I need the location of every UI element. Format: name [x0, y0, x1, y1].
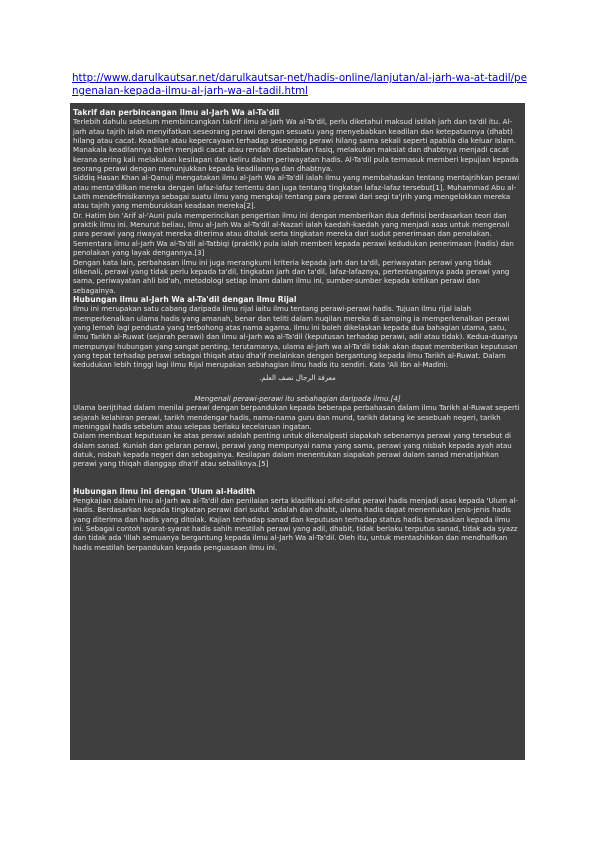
section-heading-ulum-al-hadith: Hubungan ilmu ini dengan 'Ulum al-Hadith	[73, 486, 256, 496]
paragraph: Dengan kata lain, perbahasan ilmu ini juga merangkumi kriteria kepada jarh dan ta'dil, periwayatan perawi yang tidak dikenali, perawi yang tidak perlu kepada ta'dil, tingkatan jarh dan ta'dil, lafaz-lafaznya, pertentangannya pada perawi yang sama, periwayatan ahli bid'ah, metodologi setiap imam dalam ilmu ini, sumber-sumber kepada kritikan perawi dan sebagainya.	[73, 257, 510, 295]
paragraph: Terlebih dahulu sebelum membincangkan takrif ilmu al-Jarh Wa al-Ta'dil, perlu diketahui maksud istilah jarh dan ta'dil itu. Al-jarh atau tajrih ialah menyifatkan seseorang perawi dengan sesuatu yang menyebabkan keadilan dan ketepatannya (dhabt) hilang atau cacat. Keadilan atau kepercayaan terhadap seseorang perawi hilang sama sekali seperti apabila dia keluar Islam. Manakala keadilannya boleh menjadi cacat atau rendah disebabkan fasiq, melakukan maksiat dan dhabtnya menjadi cacat kerana sering kali melakukan kesilapan dan keliru dalam periwayatan hadis. Al-Ta'dil pula termasuk memberi kepujian kepada seorang perawi dengan menunjukkan kepada keadilannya dan dhabtnya.	[73, 117, 519, 174]
source-link[interactable]: http://www.darulkautsar.net/darulkautsar-net/hadis-online/lanjutan/al-jarh-wa-at-tadil/pengenalan-kepada-ilmu-al-jarh-wa-al-tadil.html	[72, 72, 527, 97]
paragraph: Pengkajian dalam ilmu al-Jarh wa al-Ta'dil dan penilaian serta klasifikasi sifat-sifat perawi hadis menjadi asas kepada 'Ulum al-Hadis. Berdasarkan kepada tingkatan perawi dari sudut 'adalah dan dhabt, ulama hadis dapat menentukan jenis-jenis hadis yang diterima dan hadis yang ditolak. Kajian terhadap sanad dan keputusan terhadap status hadis berasaskan kepada ilmu ini. Sebagai contoh syarat-syarat hadis sahih mestilah perawi yang adil, dhabit, tidak berlaku terputus sanad, tidak ada syazz dan tidak ada 'illah semuanya bergantung kepada ilmu al-Jarh Wa al-Ta'dil. Oleh itu, untuk mentashihkan dan mendhaifkan hadis mestilah berpandukan kepada penguasaan ilmu ini.	[73, 496, 519, 552]
article-panel	[70, 103, 525, 760]
paragraph: Ilmu ini merupakan satu cabang daripada ilmu rijal iaitu ilmu tentang perawi-perawi hadis. Tujuan ilmu rijal ialah memperkenalkan ulama hadis yang amanah, benar dan teliti dalam nuqilan mereka di samping ia memperkenalkan perawi yang lemah lagi pendusta yang terbohong atas nama agama. Ilmu ini boleh dikelaskan kepada dua bahagian utama, satu, ilmu Tarikh al-Ruwat (sejarah perawi) dan ilmu al-Jarh wa al-Ta'dil (keputusan terhadap perawi, adil atau tidak). Kedua-duanya mempunyai hubungan yang sangat penting, terutamanya, ulama al-Jarh wa al-Ta'dil tidak akan dapat memberikan keputusan yang tepat terhadap perawi sebagai thiqah atau dha'if melainkan dengan bergantung kepada ilmu Tarikh al-Ruwat. Dalam kedudukan lebih tinggi lagi ilmu Rijal merupakan sebahagian ilmu hadis itu sendiri. Kata 'Ali Ibn al-Madini:	[73, 304, 518, 370]
arabic-quote: معرفة الرجال نصف العلم.	[259, 372, 336, 382]
section-heading-rijal: Hubungan ilmu al-Jarh Wa al-Ta'dil dengan ilmu Rijal	[73, 294, 297, 304]
paragraph: Ulama berijtihad dalam menilai perawi dengan berpandukan kepada beberapa perbahasan dalam ilmu Tarikh al-Ruwat seperti sejarah kelahiran perawi, tarikh mendengar hadis, nama-nama guru dan murid, tarikh datang ke sesebuah negeri, tarikh meninggal hadis sebelum atau selepas berlaku kecelaruan ingatan.	[73, 403, 520, 431]
paragraph: Siddiq Hasan Khan al-Qanuji mengatakan ilmu al-Jarh Wa al-Ta'dil ialah ilmu yang membahaskan tentang mentajrihkan perawi atau menta'dilkan mereka dengan lafaz-lafaz tertentu dan juga tentang tingkatan lafaz-lafaz tersebut[1]. Muhammad Abu al-Laith mendefinisikannya sebagai suatu ilmu yang mengkaji tentang para perawi dari segi ta'jrih yang mengelokkan mereka atau tajrih yang memburukkan keadaan mereka[2].	[73, 173, 520, 211]
paragraph: Dr. Hatim bin 'Arif al-'Auni pula memperincikan pengertian ilmu ini dengan memberikan dua definisi berdasarkan teori dan praktik ilmu ini. Menurut beliau, Ilmu al-Jarh Wa al-Ta'dil al-Nazari ialah kaedah-kaedah yang menjadi asas untuk mengenali para perawi yang riwayat mereka diterima atau ditolak serta tingkatan mereka dari sudut penerimaan dan penolakan. Sementara ilmu al-Jarh Wa al-Ta'dil al-Tatbiqi (praktik) pula ialah memberi kepada perawi kedudukan penerimaan (hadis) dan penolakan yang layak dengannya.[3]	[73, 210, 514, 258]
paragraph: Dalam membuat keputusan ke atas perawi adalah penting untuk dikenalpasti siapakah sebenarnya perawi yang tersebut di dalam sanad. Kuniah dan gelaran perawi, perawi yang mempunyai nama yang sama, perawi yang nisbah kepada ayah atau datuk, nisbah kepada negeri dan sebagainya. Kesilapan dalam menentukan siapakah perawi dalam sanad menatijahkan perawi yang thiqah dianggap dha'if atau sebaliknya.[5]	[73, 431, 512, 469]
section-heading-takrif: Takrif dan perbincangan ilmu al-Jarh Wa al-Ta'dil	[73, 108, 280, 117]
translated-quote: Mengenali perawi-perawi itu sebahagian daripada ilmu.[4]	[194, 393, 401, 403]
